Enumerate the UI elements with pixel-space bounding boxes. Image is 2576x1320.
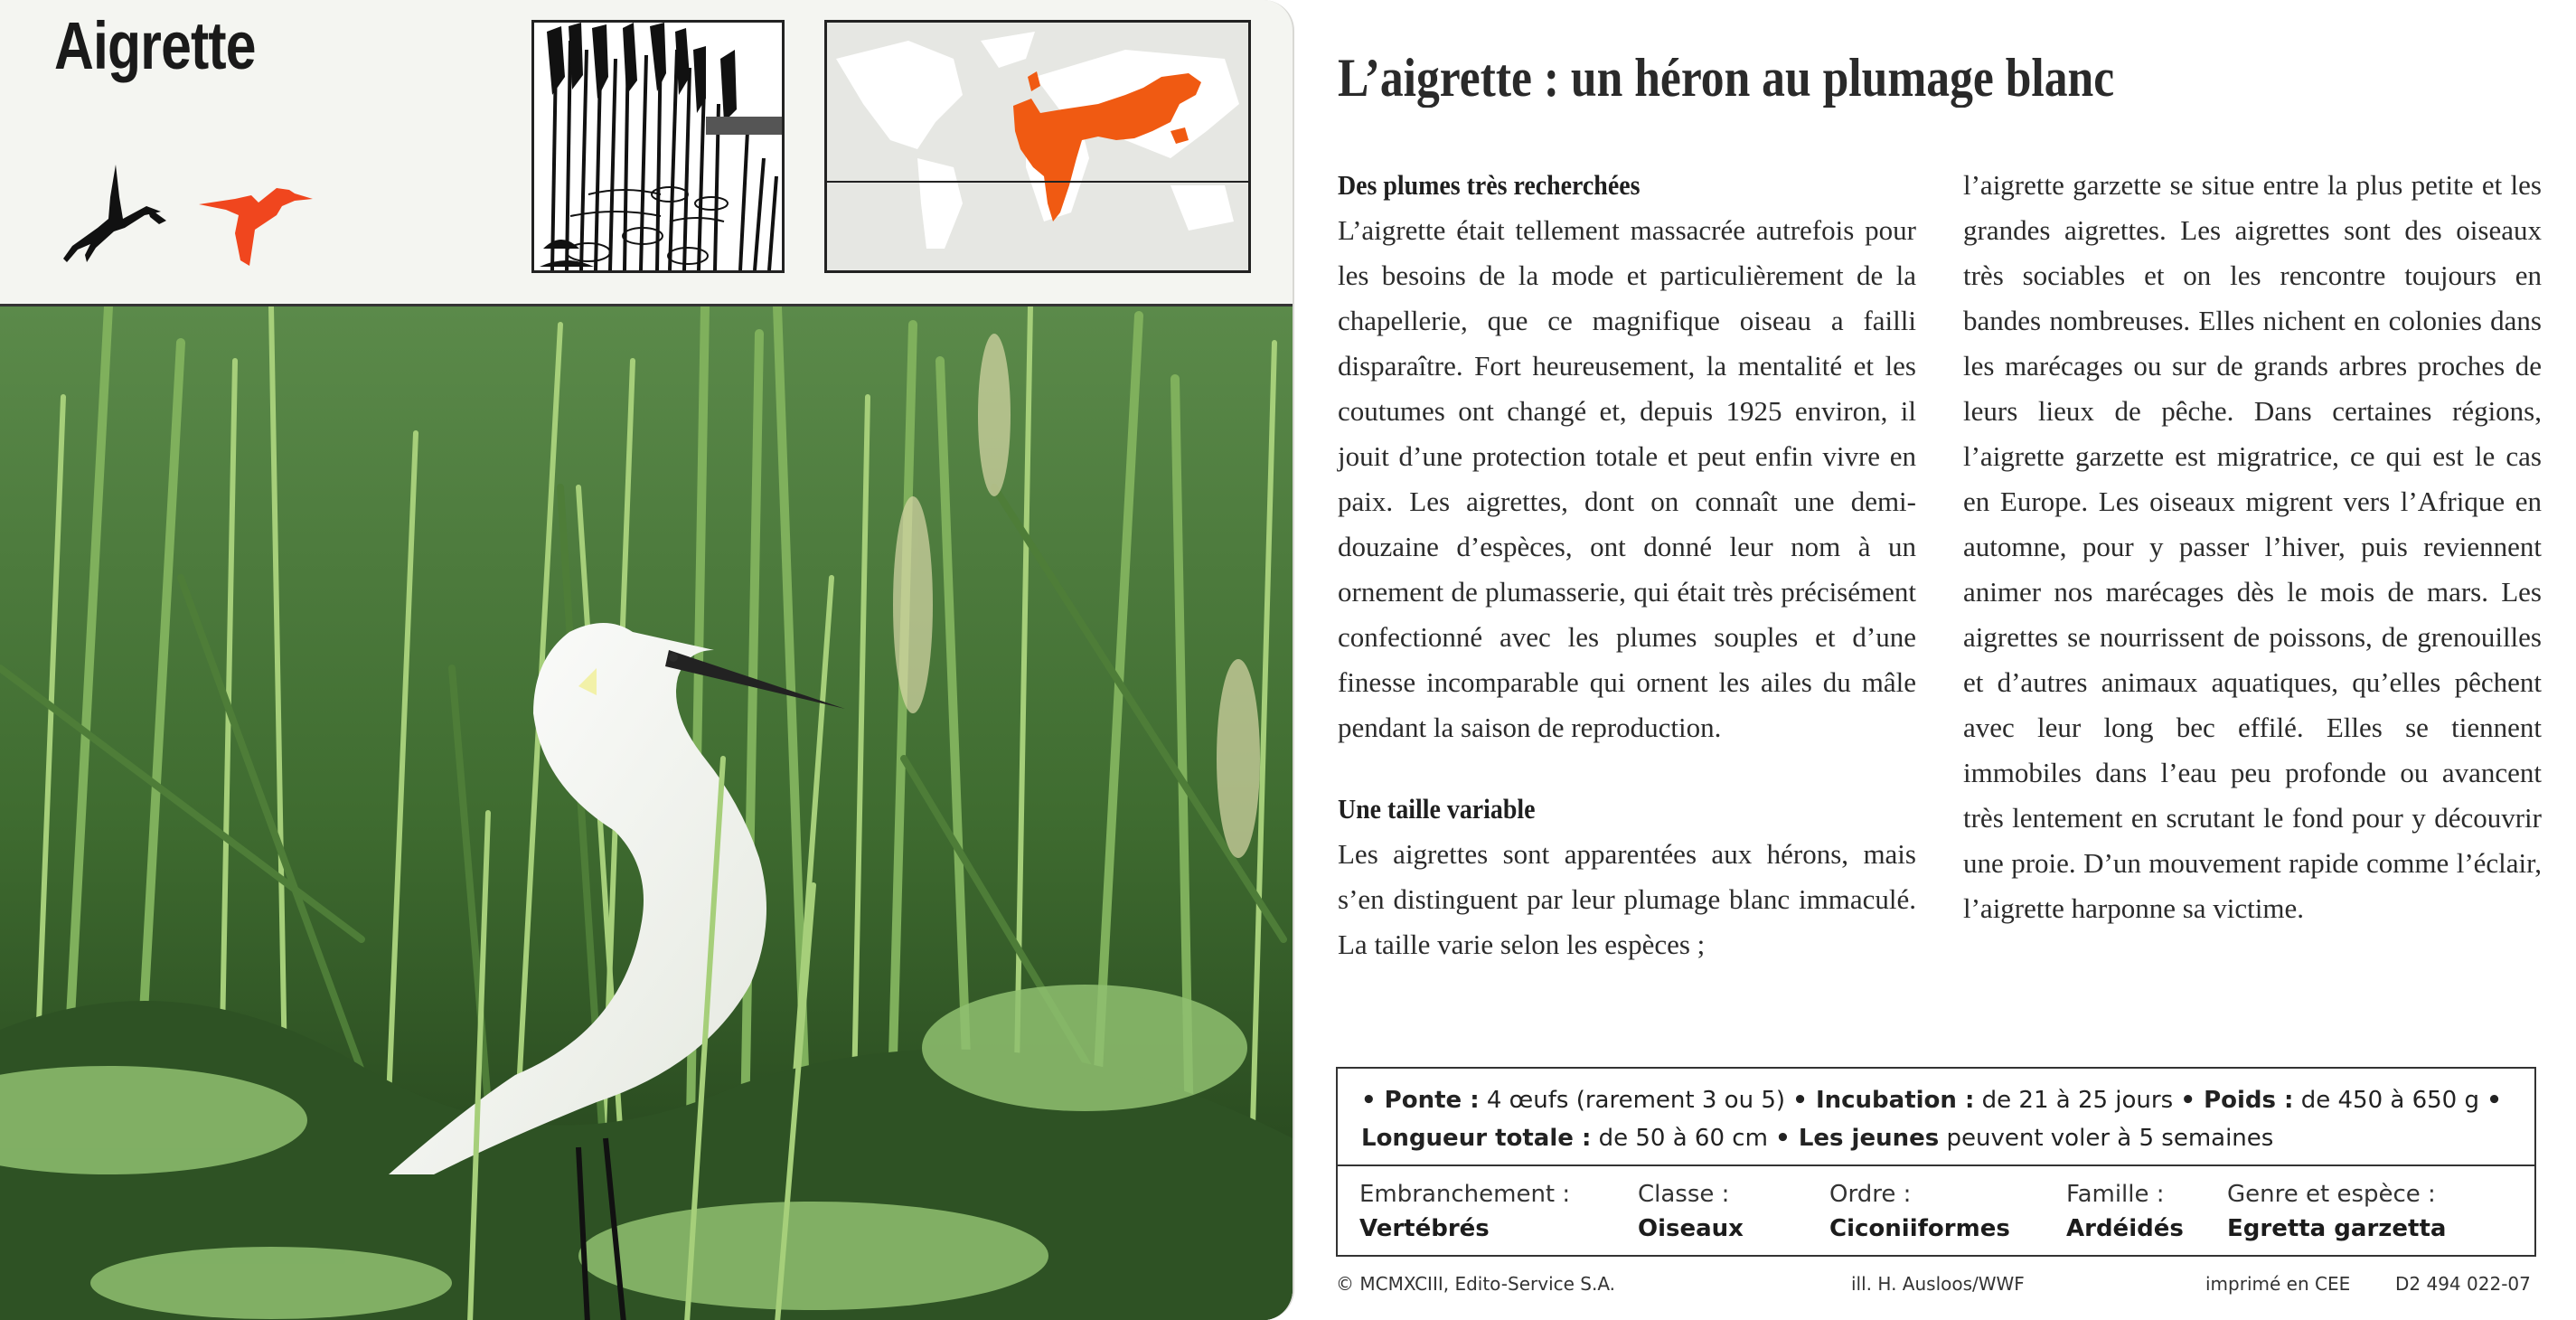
section-text-continued: l’aigrette garzette se situe entre la plus petite et les grandes aigrettes. Les aigrettes sont des oiseaux très sociables et on les rencontre toujours en bandes nombreuses. Elles nichent en colonies dans les marécages ou sur de grands arbres proches de leurs lieux de pêche. Dans certaines régions, l’aigrette garzette est migratrice, ce qui est le cas en Europe. Les oiseaux migrent vers l’Afrique en automne, pour y passer l’hiver, puis reviennent animer nos marécages dès le mois de mars. Les aigrettes se nourrissent de poissons, de grenouilles et d’autres animaux aquatiques, qu’elles pêchent avec leur long bec effilé. Elles se tiennent immobiles dans l’eau peu profonde ou avancent très lentement en scrutant le fond pour y découvrir une proie. D’un mouvement rapide comme l’éclair, l’aigrette harponne sa victime.	[1963, 169, 2542, 924]
taxonomy-value: Egretta garzetta	[2227, 1215, 2447, 1242]
taxonomy-value: Vertébrés	[1359, 1215, 1490, 1242]
taxonomy-genre-espece	[2227, 1164, 2516, 1255]
fact-value-longueur: de 50 à 60 cm	[1598, 1125, 1768, 1152]
taxonomy-classe	[1638, 1164, 1819, 1255]
section-title-taille: Une taille variable	[1338, 793, 1536, 825]
taxonomy-famille	[2066, 1164, 2220, 1255]
text-column-right	[1963, 163, 2542, 931]
fact-label-jeunes: • Les jeunes	[1775, 1125, 1940, 1152]
taxonomy-value: Oiseaux	[1638, 1215, 1744, 1242]
taxonomy-value: Ardéidés	[2066, 1215, 2184, 1242]
fact-value-ponte: 4 œufs (rarement 3 ou 5)	[1486, 1087, 1786, 1114]
distribution-map	[824, 20, 1251, 273]
fact-label-incubation: • Incubation :	[1792, 1087, 1975, 1114]
info-box	[1336, 1067, 2536, 1257]
taxonomy-label: Embranchement :	[1359, 1181, 1571, 1208]
taxonomy-ordre	[1829, 1164, 2046, 1255]
facts-panel	[1338, 1069, 2534, 1166]
taxonomy-label: Genre et espèce :	[2227, 1181, 2436, 1208]
habitat-illustration	[531, 20, 785, 273]
facts-text	[1361, 1081, 2518, 1157]
taxonomy-label: Ordre :	[1829, 1181, 1912, 1208]
footer-code: D2 494 022-07	[2395, 1273, 2531, 1295]
footer-printed: imprimé en CEE	[2205, 1273, 2351, 1295]
headline: L’aigrette : un héron au plumage blanc	[1338, 48, 2115, 108]
fact-label-ponte: • Ponte :	[1361, 1087, 1480, 1114]
taxonomy-label: Classe :	[1638, 1181, 1730, 1208]
fact-label-poids: • Poids :	[2180, 1087, 2294, 1114]
card-title: Aigrette	[54, 8, 256, 83]
fact-value-incubation: de 21 à 25 jours	[1981, 1087, 2174, 1114]
bird-foot-icon	[60, 161, 168, 269]
flying-bird-icon	[199, 179, 316, 269]
text-column-left	[1338, 163, 1916, 967]
footer-copyright: © MCMXCIII, Edito-Service S.A.	[1336, 1273, 1616, 1295]
card-back	[1302, 0, 2576, 1320]
taxonomy-label: Famille :	[2066, 1181, 2165, 1208]
taxonomy-embranchement	[1359, 1164, 1622, 1255]
fact-value-poids: de 450 à 650 g	[2300, 1087, 2479, 1114]
taxonomy-value: Ciconiiformes	[1829, 1215, 2010, 1242]
section-text-taille: Les aigrettes sont apparentées aux hérons, mais s’en distinguent par leur plumage blanc immaculé. La taille varie selon les espèces ;	[1338, 838, 1916, 960]
footer-credit: ill. H. Ausloos/WWF	[1851, 1273, 2025, 1295]
section-text-plumes: L’aigrette était tellement massacrée autrefois pour les besoins de la mode et particulièrement de la chapellerie, que ce magnifique oiseau a failli disparaître. Fort heureusement, la mentalité et les coutumes ont changé et, depuis 1925 environ, il jouit d’une protection totale et peut enfin vivre en paix. Les aigrettes, dont on connaît une demi-douzaine d’espèces, ont donné leur nom à un ornement de plumasserie, qui était très précisément confectionné avec les plumes souples et d’une finesse incomparable qui ornent les ailes du mâle pendant la saison de reproduction.	[1338, 214, 1916, 743]
fact-label-longueur: • Longueur totale :	[1361, 1087, 2502, 1152]
section-title-plumes: Des plumes très recherchées	[1338, 169, 1641, 201]
fact-value-jeunes: peuvent voler à 5 semaines	[1946, 1125, 2274, 1152]
egret-photo	[0, 304, 1293, 1320]
